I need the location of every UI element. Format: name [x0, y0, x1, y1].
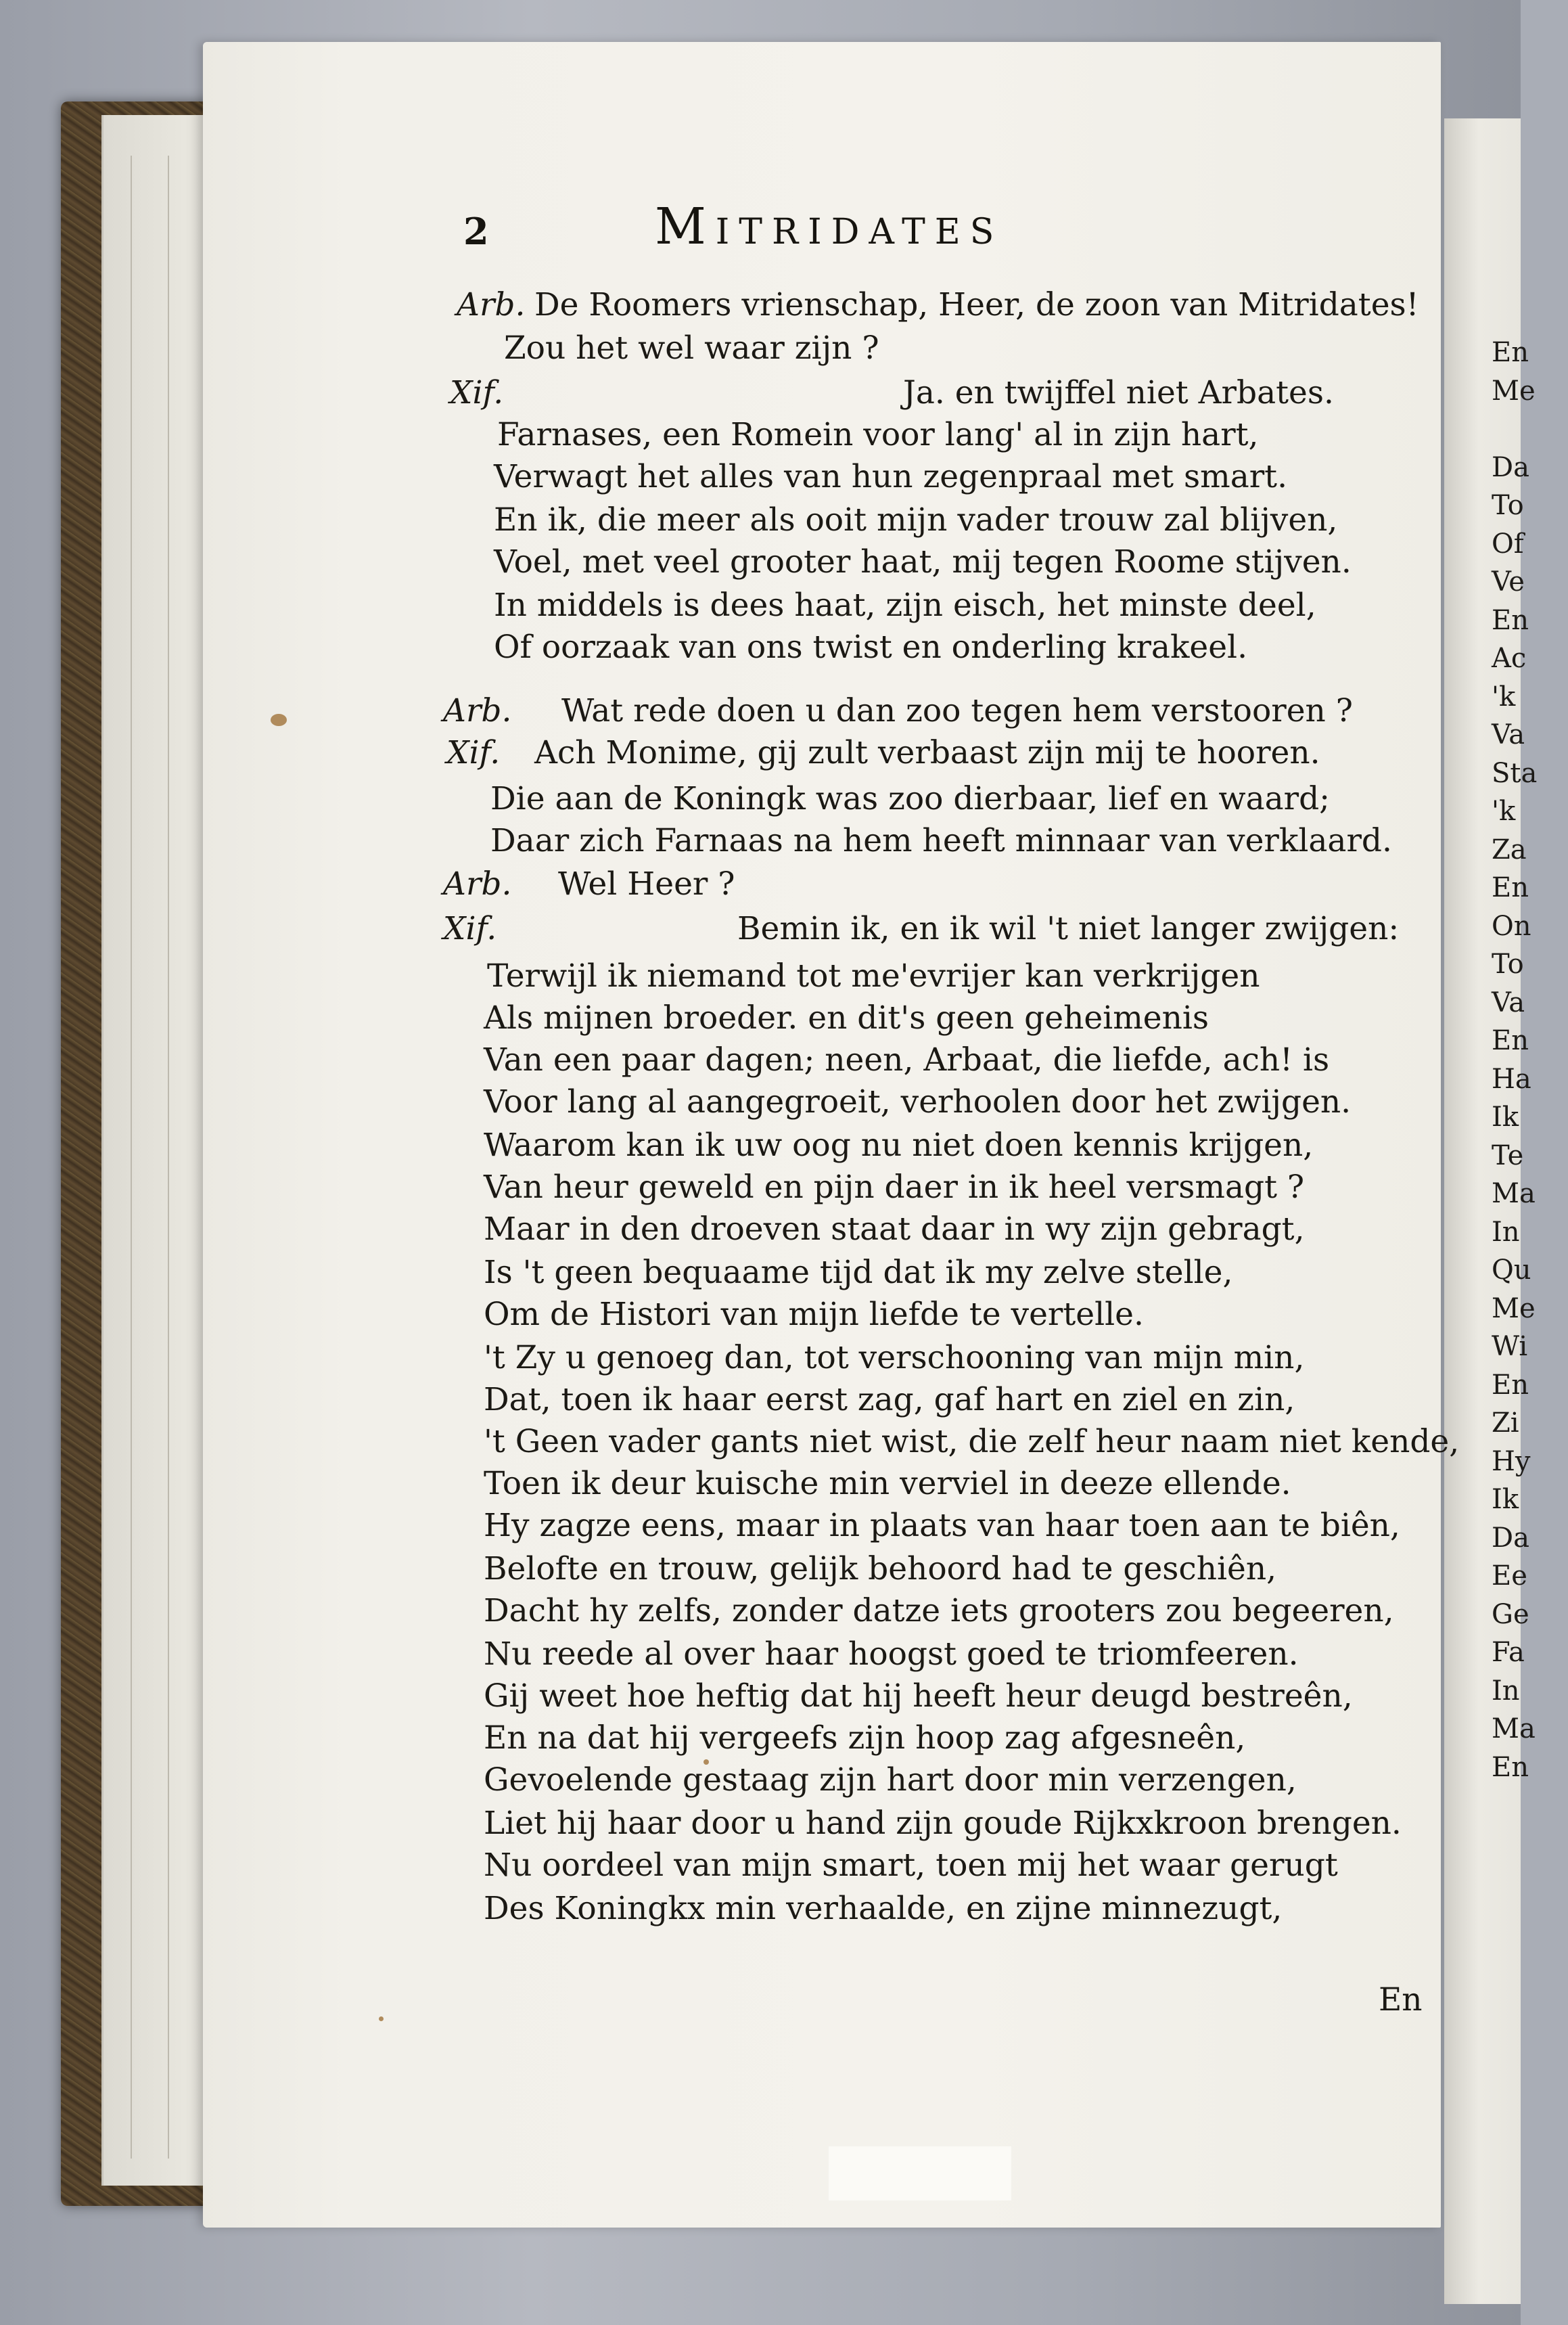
verse-line: Terwijl ik niemand tot me'evrijer kan verkrijgen — [487, 957, 1260, 995]
verse-line: Dacht hy zelfs, zonder datze iets grooters zou begeeren, — [484, 1592, 1394, 1629]
facing-page-line: Da — [1492, 451, 1529, 483]
verse-line: Belofte en trouw, gelijk behoord had te geschiên, — [484, 1550, 1277, 1587]
verse-line: Des Koningkx min verhaalde, en zijne minnezugt, — [484, 1890, 1283, 1927]
verse-line: Wel Heer ? — [558, 865, 735, 903]
facing-page-line: Va — [1492, 719, 1525, 750]
facing-page-line: En — [1492, 604, 1529, 636]
verse-line: Daar zich Farnaas na hem heeft minnaar van verklaard. — [490, 822, 1392, 859]
facing-page-line: Te — [1492, 1139, 1524, 1171]
verse-line: En na dat hij vergeefs zijn hoop zag afgesneên, — [484, 1719, 1246, 1757]
speaker-label: Arb. — [443, 865, 512, 903]
verse-line: Gevoelende gestaag zijn hart door min verzengen, — [484, 1761, 1297, 1799]
paper-patch — [829, 2146, 1011, 2200]
facing-page-line: To — [1492, 949, 1524, 980]
verse-line: Wat rede doen u dan zoo tegen hem verstooren ? — [561, 692, 1353, 729]
verse-line: Voel, met veel grooter haat, mij tegen Roome stijven. — [494, 543, 1352, 581]
facing-page-line: Ge — [1492, 1598, 1529, 1630]
verse-line: De Roomers vrienschap, Heer, de zoon van Mitridates! — [534, 286, 1419, 323]
speaker-label: Xif. — [450, 374, 504, 411]
verse-line: Zou het wel waar zijn ? — [504, 330, 879, 367]
facing-page-line: Ik — [1492, 1484, 1519, 1515]
facing-page-line: Ik — [1492, 1102, 1519, 1133]
verse-line: Is 't geen bequaame tijd dat ik my zelve stelle, — [484, 1254, 1233, 1291]
verse-line: Of oorzaak van ons twist en onderling krakeel. — [494, 629, 1248, 666]
verse-line: Dat, toen ik haar eerst zag, gaf hart en ziel en zin, — [484, 1381, 1295, 1418]
verse-line: Nu oordeel van mijn smart, toen mij het waar gerugt — [484, 1847, 1338, 1884]
speaker-label: Xif. — [443, 910, 497, 947]
verse-line: Die aan de Koningk was zoo dierbaar, lief en waard; — [490, 780, 1331, 817]
facing-page-line: Ma — [1492, 1178, 1536, 1209]
facing-page-line: Sta — [1492, 757, 1538, 789]
page-edge-line — [131, 156, 132, 2159]
verse-line: Farnases, een Romein voor lang' al in zijn hart, — [497, 416, 1259, 453]
verse-line: Waarom kan ik uw oog nu niet doen kennis krijgen, — [484, 1127, 1314, 1164]
verse-line: Om de Histori van mijn liefde te vertelle. — [484, 1296, 1144, 1333]
verse-line: Toen ik deur kuische min verviel in deeze ellende. — [484, 1465, 1291, 1502]
facing-page-line: Zi — [1492, 1407, 1519, 1439]
facing-page-line: En — [1492, 1025, 1529, 1056]
facing-page-line — [1492, 411, 1568, 447]
facing-page-line: En — [1492, 337, 1529, 368]
verse-line: 't Geen vader gants niet wist, die zelf heur naam niet kende, — [484, 1423, 1460, 1460]
catchword: En — [1379, 1981, 1423, 2018]
facing-page-line: 'k — [1492, 681, 1516, 713]
verse-line: Bemin ik, en ik wil 't niet langer zwijgen: — [737, 910, 1400, 947]
speaker-label: Xif. — [446, 734, 501, 771]
facing-page-line: Ee — [1492, 1560, 1527, 1592]
verse-line: 't Zy u genoeg dan, tot verschooning van mijn min, — [484, 1339, 1305, 1376]
page-number: 2 — [463, 210, 489, 253]
facing-page-line: Za — [1492, 834, 1527, 865]
facing-page-line: Ac — [1492, 643, 1527, 674]
speaker-label: Arb. — [443, 692, 512, 729]
facing-page-line: On — [1492, 910, 1531, 942]
facing-page-line: In — [1492, 1216, 1520, 1248]
verse-line: Hy zagze eens, maar in plaats van haar toen aan te biên, — [484, 1507, 1400, 1544]
facing-page-line: Ha — [1492, 1063, 1531, 1095]
running-title: Mitridates — [655, 198, 1004, 256]
facing-page-line: Ma — [1492, 1713, 1536, 1744]
verse-line: In middels is dees haat, zijn eisch, het minste deel, — [494, 587, 1316, 624]
facing-page-line: En — [1492, 872, 1529, 903]
facing-page-line: Qu — [1492, 1255, 1531, 1286]
speaker-label: Arb. — [457, 286, 526, 323]
facing-page-line: 'k — [1492, 796, 1516, 827]
facing-page-line: Me — [1492, 1292, 1536, 1324]
facing-page-line: Of — [1492, 528, 1524, 560]
verse-line: Nu reede al over haar hoogst goed te triomfeeren. — [484, 1635, 1299, 1673]
verse-line: Ach Monime, gij zult verbaast zijn mij te hooren. — [534, 734, 1320, 771]
facing-page-line: Me — [1492, 375, 1536, 407]
facing-page-line: In — [1492, 1675, 1520, 1707]
verse-line: Ja. en twijffel niet Arbates. — [903, 374, 1334, 411]
verse-line: Liet hij haar door u hand zijn goude Rijkxkroon brengen. — [484, 1805, 1402, 1842]
facing-page-line: To — [1492, 490, 1524, 521]
verse-line: En ik, die meer als ooit mijn vader trouw zal blijven, — [494, 501, 1338, 539]
page-edge-line — [168, 156, 169, 2159]
verse-line: Van heur geweld en pijn daer in ik heel versmagt ? — [484, 1169, 1305, 1206]
verse-line: Maar in den droeven staat daar in wy zijn gebragt, — [484, 1211, 1305, 1248]
facing-page-line: Ve — [1492, 566, 1525, 597]
verse-line: Verwagt het alles van hun zegenpraal met smart. — [494, 458, 1288, 495]
facing-page — [1444, 118, 1538, 2304]
paper-stain — [271, 714, 287, 726]
facing-page-line: Da — [1492, 1522, 1529, 1554]
verse-line: Van een paar dagen; neen, Arbaat, die liefde, ach! is — [484, 1041, 1330, 1079]
verse-line: Als mijnen broeder. en dit's geen geheimenis — [484, 999, 1209, 1037]
facing-page-line: En — [1492, 1369, 1529, 1401]
facing-page-line: Va — [1492, 987, 1525, 1018]
verse-line: Voor lang al aangegroeit, verhoolen door het zwijgen. — [484, 1083, 1352, 1121]
paper-stain — [379, 2016, 384, 2021]
facing-page-line: En — [1492, 1751, 1529, 1783]
facing-page-line: Hy — [1492, 1445, 1531, 1477]
verse-line: Gij weet hoe heftig dat hij heeft heur deugd bestreên, — [484, 1677, 1353, 1715]
facing-page-line: Wi — [1492, 1331, 1528, 1362]
facing-page-line: Fa — [1492, 1637, 1525, 1668]
